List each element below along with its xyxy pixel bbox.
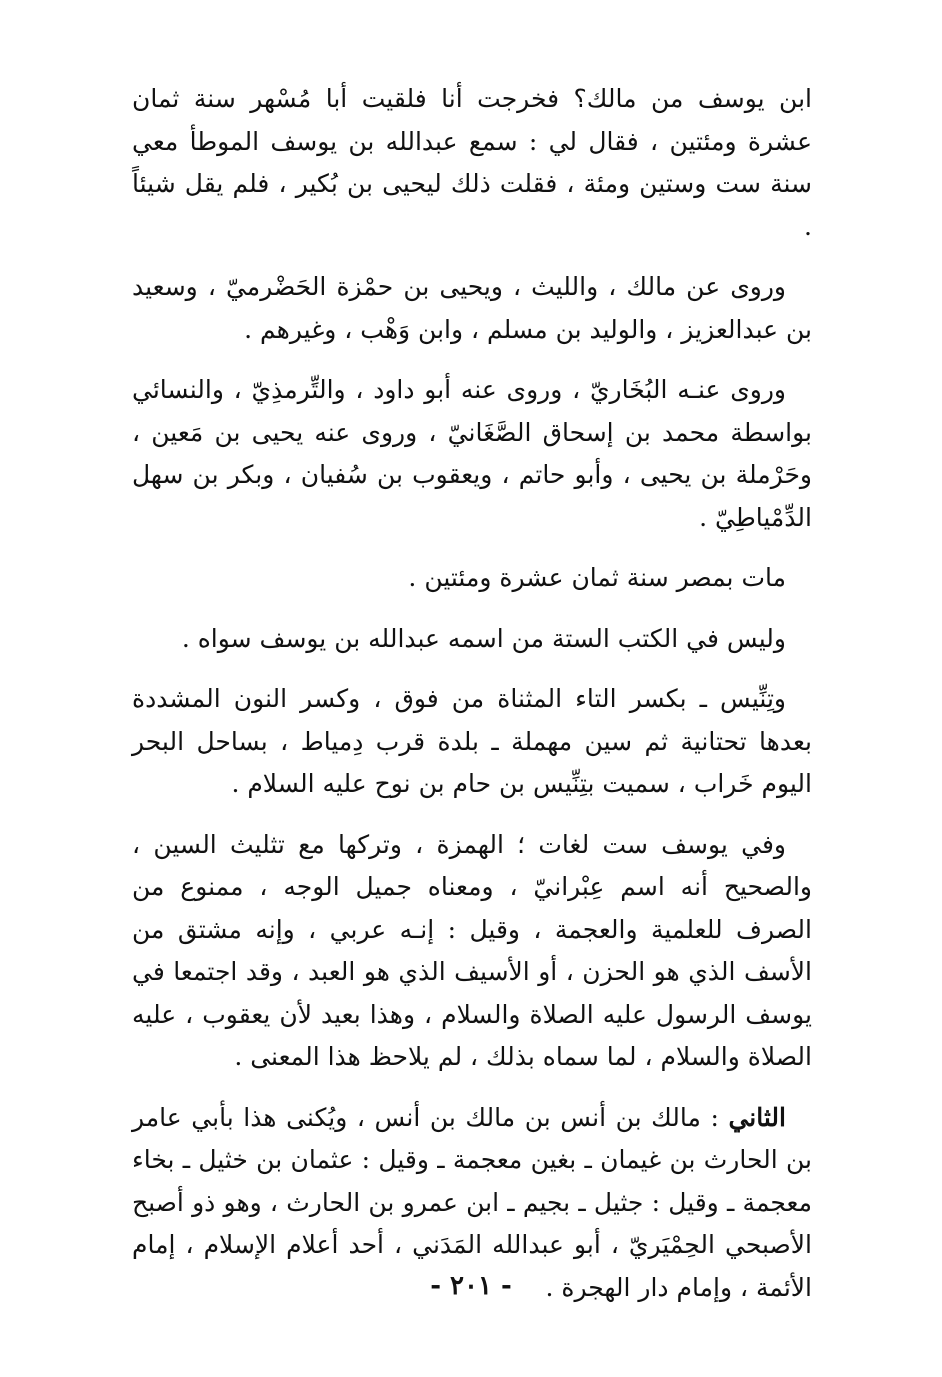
paragraph-4: مات بمصر سنة ثمان عشرة ومئتين . [408, 563, 786, 592]
paragraph-6: وتِنِّيس ـ بكسر التاء المثناة من فوق ، وكسر النون المشددة بعدها تحتانية ثم سين مهملة ـ بلدة قرب دِمياط ، بساحل البحر اليوم خَراب ، سميت بتِنِّيس بن حام بن نوح عليه السلام . [132, 684, 812, 798]
page-body [132, 78, 812, 1327]
paragraph-7: وفي يوسف ست لغات ؛ الهمزة ، وتركها مع تثليث السين ، والصحيح أنه اسم عِبْرانيّ ، ومعناه جميل الوجه ، ممنوع من الصرف للعلمية والعجمة ، وقيل : إنـه عربي ، وإنه مشتق من الأسف الذي هو الحزن ، أو الأسيف الذي هو العبد ، وقد اجتمعا في يوسف الرسول عليه الصلاة والسلام ، وهذا بعيد لأن يعقوب ، عليه الصلاة والسلام ، لما سماه بذلك ، لم يلاحظ هذا المعنى . [132, 829, 812, 1071]
paragraph-5: وليس في الكتب الستة من اسمه عبدالله بن يوسف سواه . [181, 623, 786, 653]
paragraph-2: وروى عن مالك ، والليث ، ويحيى بن حمْزة الحَضْرميّ ، وسعيد بن عبدالعزيز ، والوليد بن مسلم ، وابن وَهْب ، وغيرهم . [132, 272, 812, 344]
paragraph-8-text: : مالك بن أنس بن مالك بن أنس ، ويُكنى هذا بأبي عامر بن الحارث بن غيمان ـ بغين معجمة ـ وقيل : عثمان بن خثيل ـ بخاء معجمة ـ وقيل : جثيل ـ بجيم ـ ابن عمرو بن الحارث ، وهو ذو أصبح الأصبحي الحِمْيَريّ ، أبو عبدالله المَدَني ، أحد أعلام الإسلام ، إمام الأئمة ، وإمام دار الهجرة . [132, 1102, 812, 1302]
section-lead: الثاني [728, 1102, 786, 1132]
paragraph-1: ابن يوسف من مالك؟ فخرجت أنا فلقيت أبا مُسْهر سنة ثمان عشرة ومئتين ، فقال لي : سمع عبدالله بن يوسف الموطأ معي سنة ست وستين ومئة ، فقلت ذلك ليحيى بن بُكير ، فلم يقل شيئاً . [132, 84, 813, 241]
paragraph-3: وروى عنـه البُخَاريّ ، وروى عنه أبو داود ، والتِّرمذِيّ ، والنسائي بواسطة محمد بن إسحاق الصَّغَانيّ ، وروى عنه يحيى بن مَعين ، وحَرْملة بن يحيى ، وأبو حاتم ، ويعقوب بن سُفيان ، وبكر بن سهل الدِّمْياطِيّ . [132, 375, 812, 532]
page-number: - ٢٠١ - [430, 1271, 512, 1301]
